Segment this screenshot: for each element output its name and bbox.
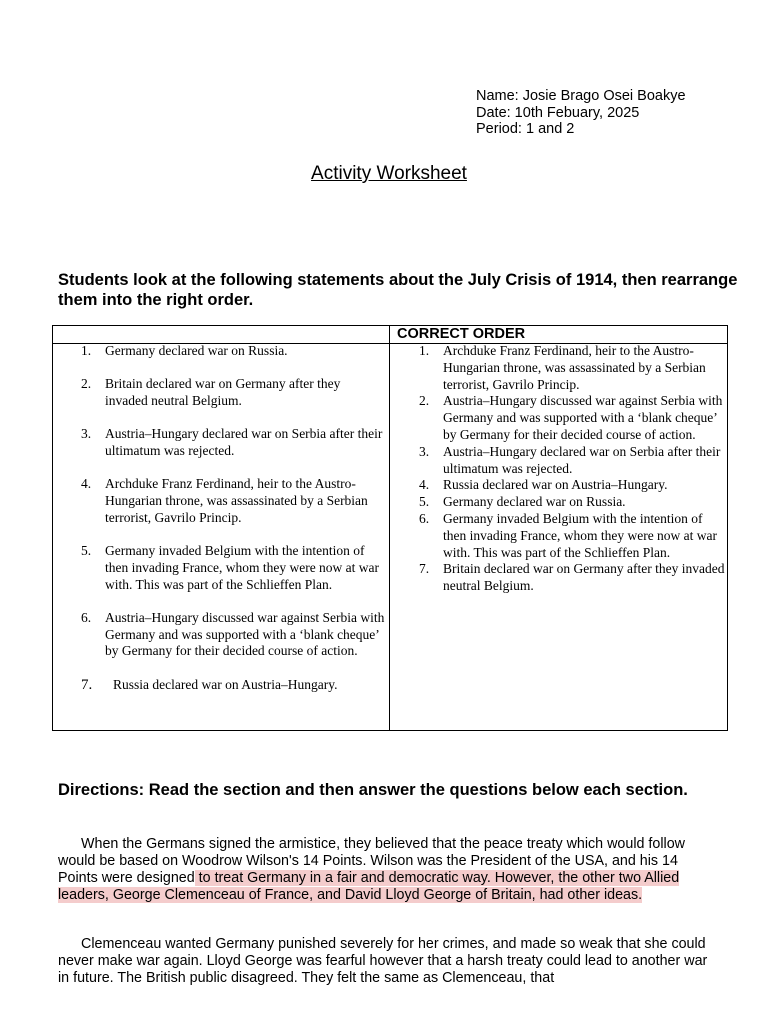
list-item: 5. Germany invaded Belgium with the intention of then invading France, whom they were now at war with. This was part of the Schlieffen Plan.	[81, 542, 380, 592]
list-item: 5. Germany declared war on Russia.	[419, 494, 626, 510]
list-item: 6. Germany invaded Belgium with the intention of then invading France, whom they were now at war with. This was part of the Schlieffen Plan.	[419, 510, 718, 560]
list-item: 4. Archduke Franz Ferdinand, heir to the Austro-Hungarian throne, was assassinated by a Serbian terrorist, Gavrilo Princip.	[81, 476, 368, 525]
list-item: 1. Archduke Franz Ferdinand, heir to the Austro-Hungarian throne, was assassinated by a Serbian terrorist, Gavrilo Princip.	[419, 343, 706, 392]
highlighted-text: to treat Germany in a fair and democratic way. However, the other two Allied leaders, George Clemenceau of France, and David Lloyd George of Britain, had other ideas.	[58, 870, 680, 903]
list-item: 2. Austria–Hungary discussed war against Serbia with Germany and was supported with a ‘blank cheque’ by Germany for their decided course of action.	[419, 393, 723, 442]
directions-heading: Directions: Read the section and then answer the questions below each section.	[58, 781, 688, 799]
list-item: 3. Austria–Hungary declared war on Serbia after their ultimatum was rejected.	[81, 426, 383, 458]
scrambled-statements-list	[53, 343, 385, 693]
list-item: 2. Britain declared war on Germany after they invaded neutral Belgium.	[81, 376, 341, 408]
worksheet-date: Date: 10th Febuary, 2025	[476, 104, 640, 121]
correct-order-list	[391, 343, 727, 595]
list-item: 4. Russia declared war on Austria–Hungary.	[419, 477, 668, 493]
correct-order-header: CORRECT ORDER	[397, 326, 526, 342]
list-item: 7. Russia declared war on Austria–Hungary.	[81, 676, 338, 693]
student-name: Name: Josie Brago Osei Boakye	[476, 88, 686, 104]
list-item: 6. Austria–Hungary discussed war against Serbia with Germany and was supported with a ‘blank cheque’ by Germany for their decided course of action.	[81, 609, 385, 659]
list-item: 3. Austria–Hungary declared war on Serbia after their ultimatum was rejected.	[419, 443, 721, 476]
ordering-table	[52, 325, 728, 731]
page-title: Activity Worksheet	[311, 163, 467, 184]
list-item: 7. Britain declared war on Germany after they invaded neutral Belgium.	[419, 561, 725, 594]
class-period: Period: 1 and 2	[476, 121, 575, 137]
list-item: 1. Germany declared war on Russia.	[81, 343, 288, 358]
student-info	[476, 88, 686, 138]
column-divider	[389, 326, 390, 730]
reading-paragraph-2: Clemenceau wanted Germany punished severely for her crimes, and made so weak that she could never make war again. Lloyd George was fearful however that a harsh treaty could lead to another war in future. The British public disagreed. They felt the same as Clemenceau, that	[58, 936, 708, 986]
instructions-heading: Students look at the following statements about the July Crisis of 1914, then rearrange them into the right order.	[58, 271, 738, 309]
reading-paragraph-1: When the Germans signed the armistice, they believed that the peace treaty which would follow would be based on Woodrow Wilson's 14 Points. Wilson was the President of the USA, and his 14 Points were designed to treat Germany in a fair and democratic way. However, the other two Allied leaders, George Clemenceau of France, and David Lloyd George of Britain, had other ideas.	[58, 836, 685, 903]
